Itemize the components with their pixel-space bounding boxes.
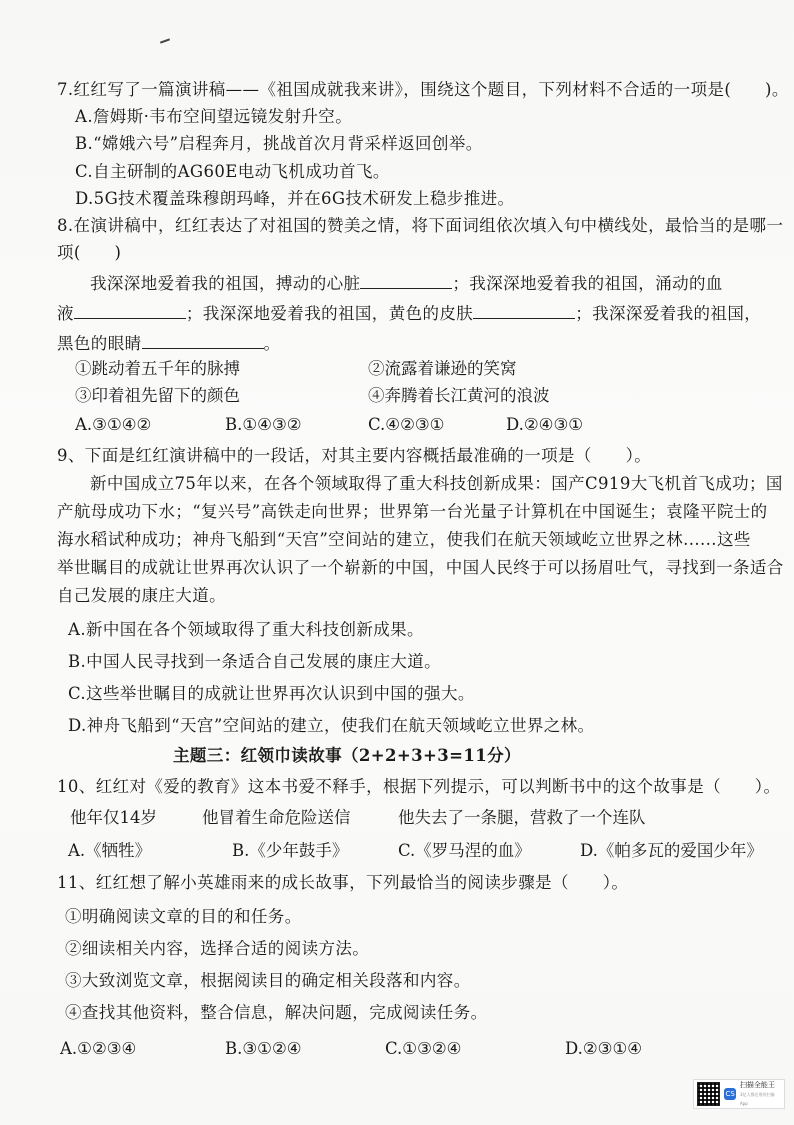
q8-blank-2[interactable] xyxy=(74,300,186,319)
q7-option-d: D.5G技术覆盖珠穆朗玛峰，并在6G技术研发上稳步推进。 xyxy=(75,189,515,208)
q8-para1-b: ；我深深地爱着我的祖国，涌动的血 xyxy=(452,274,723,293)
q11-step-2: ②细读相关内容，选择合适的阅读方法。 xyxy=(65,939,370,958)
q11-option-a: A.①②③④ xyxy=(60,1039,137,1058)
camscanner-logo-icon: CS xyxy=(725,1090,735,1098)
q8-option-b: B.①④③② xyxy=(225,415,302,434)
q8-item-3: ③印着祖先留下的颜色 xyxy=(75,386,240,405)
q9-option-a: A.新中国在各个领域取得了重大科技创新成果。 xyxy=(68,620,424,639)
q8-para2-a: 液 xyxy=(57,304,74,323)
q8-para-line1 xyxy=(90,270,723,296)
q10-option-b: B.《少年鼓手》 xyxy=(232,841,349,860)
q8-stem-line2: 项( ) xyxy=(57,243,122,262)
q8-para-line3 xyxy=(57,330,280,356)
q8-blank-3[interactable] xyxy=(473,300,575,319)
q7-option-c: C.自主研制的AG60E电动飞机成功首飞。 xyxy=(75,162,390,181)
q9-passage-line4: 举世瞩目的成就让世界再次认识了一个崭新的中国，中国人民终于可以扬眉吐气，寻找到一条适合 xyxy=(57,558,784,577)
q11-step-3: ③大致浏览文章，根据阅读目的确定相关段落和内容。 xyxy=(65,971,471,990)
q8-para1-a: 我深深地爱着我的祖国，搏动的心脏 xyxy=(90,274,361,293)
q10-option-d: D.《帕多瓦的爱国少年》 xyxy=(580,841,763,860)
q10-hint-2: 他冒着生命危险送信 xyxy=(202,808,351,827)
q8-item-2: ②流露着谦逊的笑窝 xyxy=(368,359,517,378)
scanner-app-name: 扫描全能王 xyxy=(739,1080,775,1089)
scanner-app-sub: 3亿人都在用的扫描App xyxy=(739,1091,775,1106)
q8-stem-line1: 8.在演讲稿中，红红表达了对祖国的赞美之情，将下面词组依次填入句中横线处，最恰当的是哪一 xyxy=(57,216,784,235)
q9-option-b: B.中国人民寻找到一条适合自己发展的康庄大道。 xyxy=(68,652,442,671)
q11-option-d: D.②③①④ xyxy=(565,1039,643,1058)
theme3-heading: 主题三：红领巾读故事（2+2+3+3=11分） xyxy=(173,746,521,765)
qr-code-icon xyxy=(697,1082,720,1106)
q11-option-c: C.①③②④ xyxy=(385,1039,462,1058)
q9-option-c: C.这些举世瞩目的成就让世界再次认识到中国的强大。 xyxy=(68,684,475,703)
scanner-text xyxy=(740,1081,781,1108)
q11-step-1: ①明确阅读文章的目的和任务。 xyxy=(65,907,302,926)
q10-stem: 10、红红对《爱的教育》这本书爱不释手，根据下列提示，可以判断书中的这个故事是（ ）。 xyxy=(57,777,781,796)
q8-blank-4[interactable] xyxy=(142,330,264,349)
q7-option-b: B.“嫦娥六号”启程奔月，挑战首次月背采样返回创举。 xyxy=(75,134,483,153)
pen-mark xyxy=(160,38,170,43)
q8-item-1: ①跳动着五千年的脉搏 xyxy=(75,359,240,378)
q9-option-d: D.神舟飞船到“天宫”空间站的建立，使我们在航天领域屹立世界之林。 xyxy=(68,716,595,735)
scanner-watermark xyxy=(693,1079,785,1109)
q10-option-a: A.《牺牲》 xyxy=(68,841,152,860)
q7-stem: 7.红红写了一篇演讲稿——《祖国成就我来讲》，围绕这个题目，下列材料不合适的一项是( )。 xyxy=(57,80,789,99)
q10-option-c: C.《罗马涅的血》 xyxy=(398,841,531,860)
q8-para3-b: 。 xyxy=(263,334,281,353)
q9-passage-line1: 新中国成立75年以来，在各个领域取得了重大科技创新成果：国产C919大飞机首飞成功；国 xyxy=(90,474,783,493)
q9-passage-line5: 自己发展的康庄大道。 xyxy=(57,586,226,605)
q10-hint-1: 他年仅14岁 xyxy=(70,808,157,827)
q9-passage-line3: 海水稻试种成功；神舟飞船到“天宫”空间站的建立，使我们在航天领域屹立世界之林......这些 xyxy=(57,530,751,549)
q9-stem: 9、下面是红红演讲稿中的一段话，对其主要内容概括最准确的一项是（ ）。 xyxy=(57,446,652,465)
q8-option-c: C.④②③① xyxy=(368,415,445,434)
q7-option-a: A.詹姆斯·韦布空间望远镜发射升空。 xyxy=(75,107,353,126)
q8-para-line2 xyxy=(57,300,761,326)
q10-hint-3: 他失去了一条腿，营救了一个连队 xyxy=(398,808,646,827)
q8-para3-a: 黑色的眼睛 xyxy=(57,334,142,353)
q8-option-a: A.③①④② xyxy=(75,415,152,434)
q11-stem: 11、红红想了解小英雄雨来的成长故事，下列最恰当的阅读步骤是（ ）。 xyxy=(57,873,629,892)
q8-blank-1[interactable] xyxy=(360,270,452,289)
q8-para2-c: ；我深深爱着我的祖国， xyxy=(575,304,762,323)
q8-para2-b: ；我深深地爱着我的祖国，黄色的皮肤 xyxy=(185,304,474,323)
q11-option-b: B.③①②④ xyxy=(225,1039,302,1058)
q8-option-d: D.②④③① xyxy=(506,415,584,434)
q9-passage-line2: 产航母成功下水；“复兴号”高铁走向世界；世界第一台光量子计算机在中国诞生；袁隆平院士的 xyxy=(57,502,768,521)
q11-step-4: ④查找其他资料，整合信息，解决问题，完成阅读任务。 xyxy=(65,1003,488,1022)
q8-item-4: ④奔腾着长江黄河的浪波 xyxy=(368,386,550,405)
